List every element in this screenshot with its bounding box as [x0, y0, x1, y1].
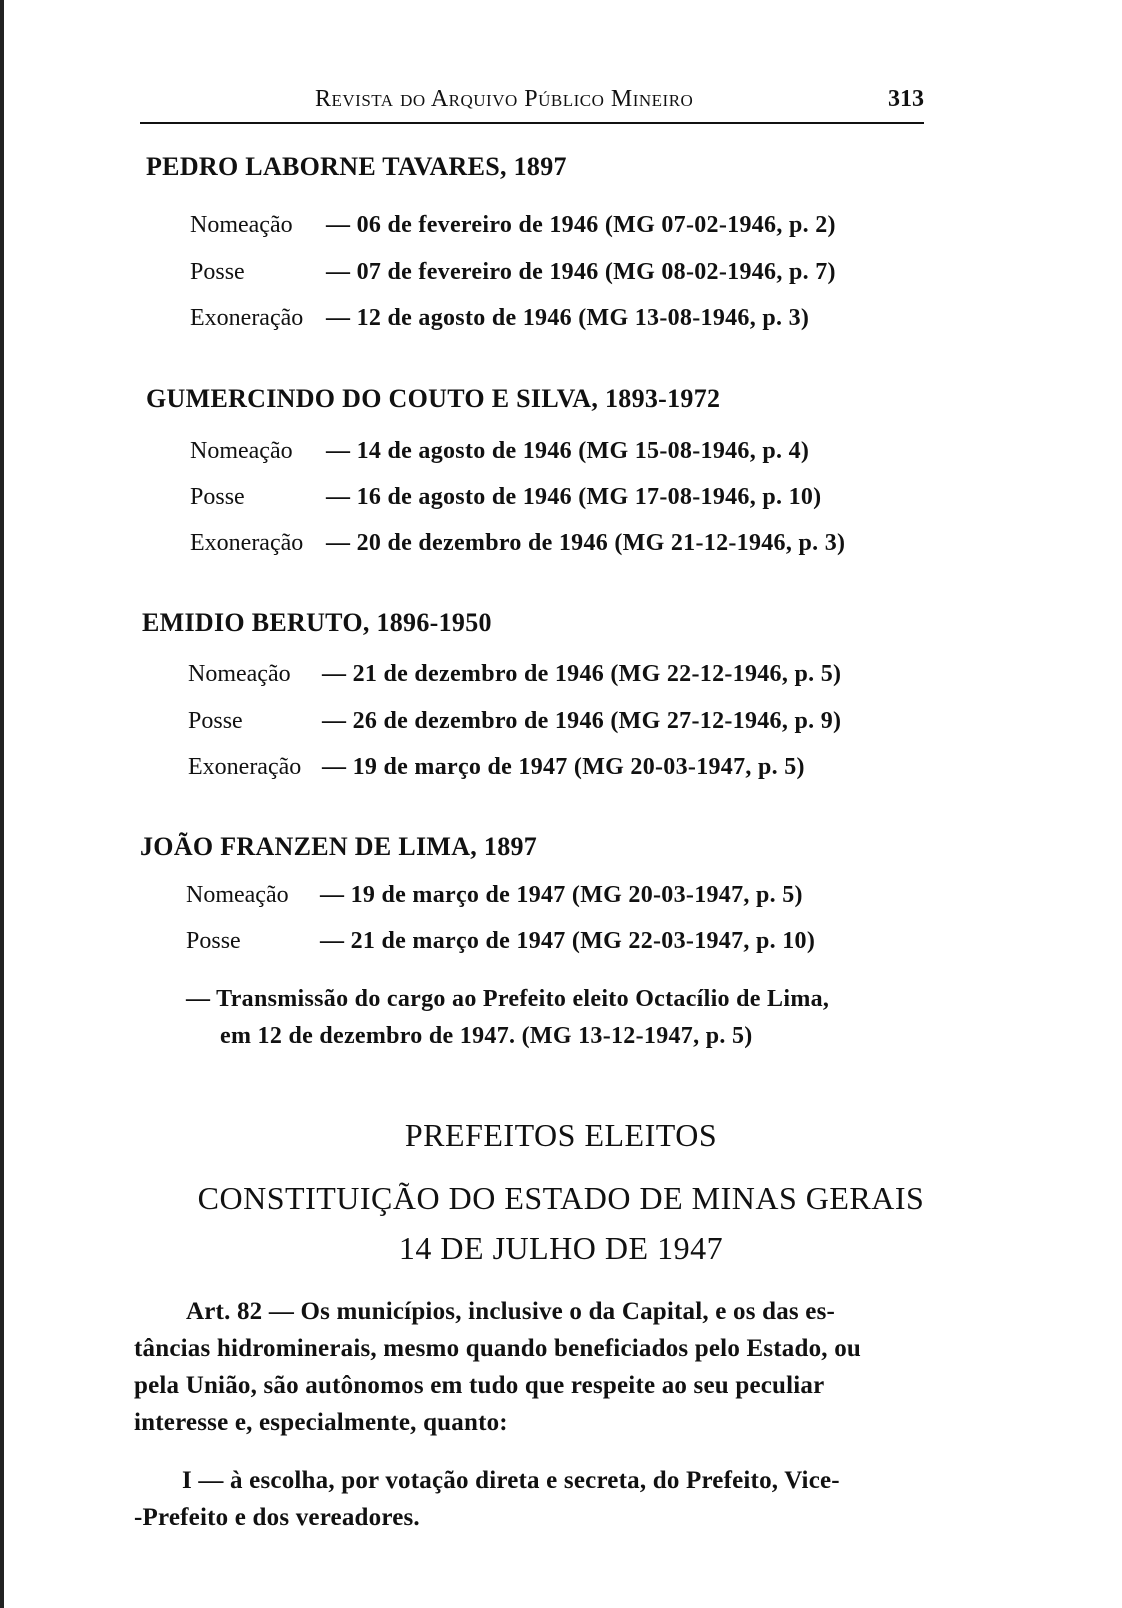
event-label: Posse: [190, 484, 245, 510]
event-label: Nomeação: [190, 438, 293, 464]
page-header: [140, 86, 924, 124]
page-number: 313: [888, 86, 924, 112]
event-text: — 19 de março de 1947 (MG 20-03-1947, p. 5): [320, 882, 803, 908]
section-date: 14 DE JULHO DE 1947: [398, 1230, 724, 1266]
article-line: tâncias hidrominerais, mesmo quando beneficiados pelo Estado, ou: [134, 1335, 862, 1362]
event-label: Nomeação: [188, 661, 291, 687]
person-name: GUMERCINDO DO COUTO E SILVA, 1893-1972: [146, 384, 721, 413]
event-text: — 06 de fevereiro de 1946 (MG 07-02-1946, p. 2): [326, 212, 836, 238]
event-text: — 12 de agosto de 1946 (MG 13-08-1946, p. 3): [326, 305, 810, 331]
person-name: EMIDIO BERUTO, 1896-1950: [142, 608, 492, 637]
person-name: JOÃO FRANZEN DE LIMA, 1897: [140, 832, 538, 861]
transmission-note-line: em 12 de dezembro de 1947. (MG 13-12-1947, p. 5): [220, 1023, 753, 1049]
event-label: Exoneração: [188, 754, 302, 780]
person-name: PEDRO LABORNE TAVARES, 1897: [146, 152, 567, 181]
article-item-line: I — à escolha, por votação direta e secreta, do Prefeito, Vice-: [182, 1467, 840, 1494]
article-item-line: -Prefeito e dos vereadores.: [134, 1504, 420, 1531]
event-label: Nomeação: [190, 212, 293, 238]
event-text: — 20 de dezembro de 1946 (MG 21-12-1946, p. 3): [326, 530, 846, 556]
event-label: Posse: [188, 708, 243, 734]
article-line: interesse e, especialmente, quanto:: [134, 1409, 508, 1436]
event-label: Posse: [186, 928, 241, 954]
article-line: Art. 82 — Os municípios, inclusive o da Capital, e os das es-: [186, 1298, 836, 1325]
event-text: — 16 de agosto de 1946 (MG 17-08-1946, p. 10): [326, 484, 822, 510]
article-line: pela União, são autônomos em tudo que respeite ao seu peculiar: [134, 1372, 825, 1399]
event-text: — 21 de março de 1947 (MG 22-03-1947, p. 10): [320, 928, 816, 954]
event-text: — 26 de dezembro de 1946 (MG 27-12-1946, p. 9): [322, 708, 842, 734]
section-title: PREFEITOS ELEITOS: [404, 1117, 718, 1153]
transmission-note-line: — Transmissão do cargo ao Prefeito eleito Octacílio de Lima,: [186, 986, 830, 1012]
page-edge-shadow: [0, 0, 4, 1608]
event-label: Exoneração: [190, 530, 304, 556]
event-text: — 07 de fevereiro de 1946 (MG 08-02-1946, p. 7): [326, 259, 836, 285]
running-title: Revista do Arquivo Público Mineiro: [315, 86, 694, 112]
event-text: — 19 de março de 1947 (MG 20-03-1947, p. 5): [322, 754, 805, 780]
event-label: Nomeação: [186, 882, 289, 908]
section-subtitle: CONSTITUIÇÃO DO ESTADO DE MINAS GERAIS: [197, 1180, 925, 1216]
event-label: Exoneração: [190, 305, 304, 331]
event-label: Posse: [190, 259, 245, 285]
event-text: — 14 de agosto de 1946 (MG 15-08-1946, p. 4): [326, 438, 810, 464]
event-text: — 21 de dezembro de 1946 (MG 22-12-1946, p. 5): [322, 661, 842, 687]
